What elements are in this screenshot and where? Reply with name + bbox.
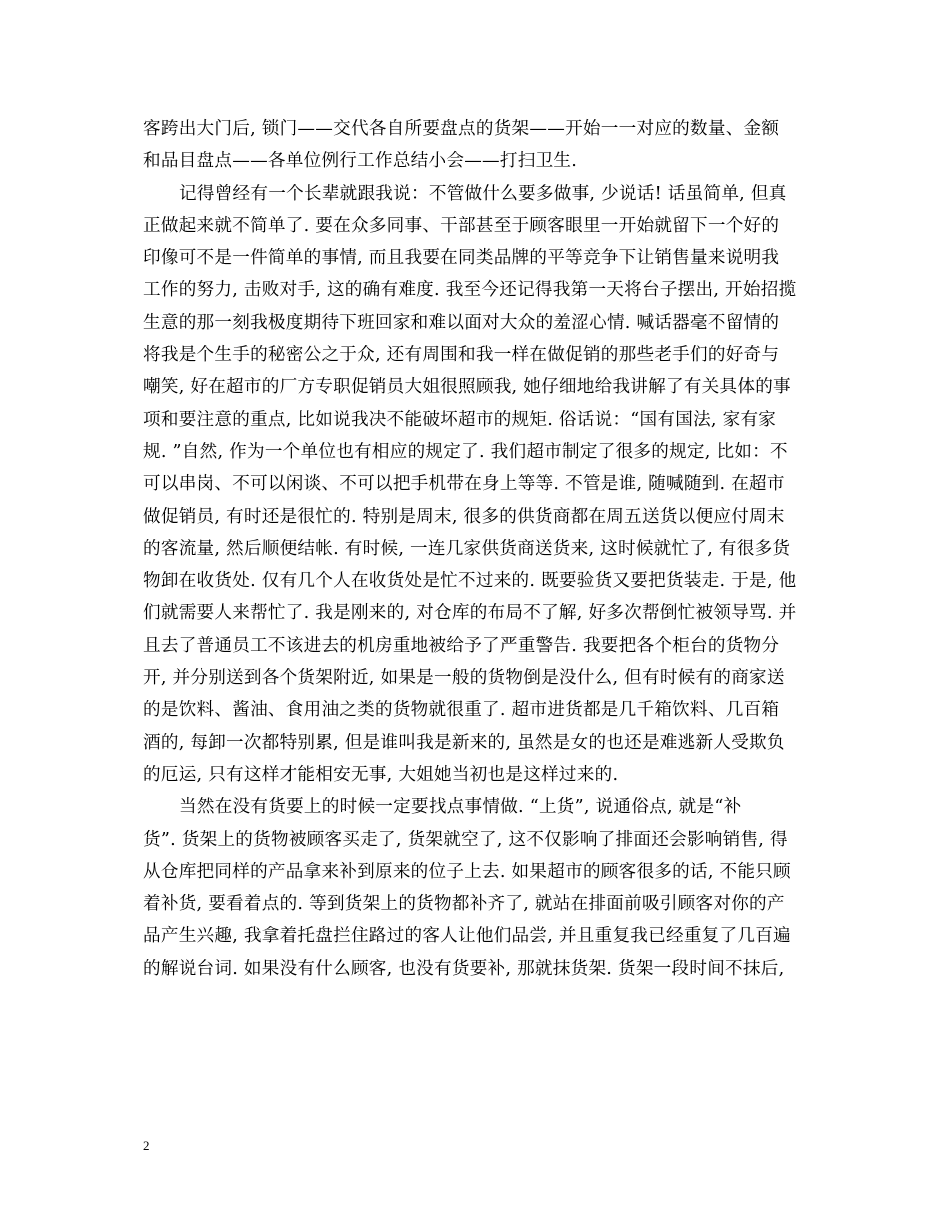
text-line: 和品目盘点——各单位例行工作总结小会——打扫卫生. [143,151,578,172]
text-line: 将我是个生手的秘密公之于众, 还有周围和我一样在做促销的那些老手们的好奇与 [143,345,780,366]
text-line: 印像可不是一件简单的事情, 而且我要在同类品牌的平等竞争下让销售量来说明我 [143,248,780,269]
text-line: 项和要注意的重点, 比如说我决不能破坏超市的规矩. 俗话说：“国有国法, 家有家 [143,409,777,430]
text-line: 记得曾经有一个长辈就跟我说：不管做什么要多做事, 少说话! 话虽简单, 但真 [179,183,787,204]
text-line: 工作的努力, 击败对手, 这的确有难度. 我至今还记得我第一天将台子摆出, 开始招揽 [143,280,797,301]
document-body [143,113,809,985]
page-number: 2 [143,1138,150,1153]
text-line: 的客流量, 然后顺便结帐. 有时候, 一连几家供货商送货来, 这时候就忙了, 有很多货 [143,538,791,559]
text-line: 们就需要人来帮忙了. 我是刚来的, 对仓库的布局不了解, 好多次帮倒忙被领导骂. 并 [143,603,797,624]
text-line: 的是饮料、酱油、食用油之类的货物就很重了. 超市进货都是几千箱饮料、几百箱 [143,700,780,721]
text-line: 的解说台词. 如果没有什么顾客, 也没有货要补, 那就抹货架. 货架一段时间不抹后, [143,958,785,979]
text-line: 着补货, 要看着点的. 等到货架上的货物都补齐了, 就站在排面前吸引顾客对你的产 [143,894,785,915]
text-line: 物卸在收货处. 仅有几个人在收货处是忙不过来的. 既要验货又要把货装走. 于是, 他 [143,571,797,592]
text-line: 嘲笑, 好在超市的厂方专职促销员大姐很照顾我, 她仔细地给我讲解了有关具体的事 [143,377,791,398]
text-line: 正做起来就不简单了. 要在众多同事、干部甚至于顾客眼里一开始就留下一个好的 [143,215,780,236]
text-line: 客跨出大门后, 锁门——交代各自所要盘点的货架——开始一一对应的数量、金额 [143,119,780,139]
text-line: 当然在没有货要上的时候一定要找点事情做. “上货”, 说通俗点, 就是“补 [179,797,742,818]
text-line: 生意的那一刻我极度期待下班回家和难以面对大众的羞涩心情. 喊话器毫不留情的 [143,312,780,333]
text-line: 可以串岗、不可以闲谈、不可以把手机带在身上等等. 不管是谁, 随喊随到. 在超市 [143,474,785,495]
text-line: 且去了普通员工不该进去的机房重地被给予了严重警告. 我要把各个柜台的货物分 [143,635,780,656]
text-line: 品产生兴趣, 我拿着托盘拦住路过的客人让他们品尝, 并且重复我已经重复了几百遍 [143,926,791,947]
text-line: 从仓库把同样的产品拿来补到原来的位子上去. 如果超市的顾客很多的话, 不能只顾 [143,861,791,882]
text-line: 规. ”自然, 作为一个单位也有相应的规定了. 我们超市制定了很多的规定, 比如：不 [143,441,788,462]
text-line: 的厄运, 只有这样才能相安无事, 大姐她当初也是这样过来的. [143,764,619,785]
text-line: 酒的, 每卸一次都特别累, 但是谁叫我是新来的, 虽然是女的也还是难逃新人受欺负 [143,732,785,753]
text-line: 货”. 货架上的货物被顾客买走了, 货架就空了, 这不仅影响了排面还会影响销售, 得 [143,829,788,850]
text-line: 开, 并分别送到各个货架附近, 如果是一般的货物倒是没什么, 但有时候有的商家送 [143,668,785,689]
text-line: 做促销员, 有时还是很忙的. 特别是周末, 很多的供货商都在周五送货以便应付周末 [143,506,785,527]
